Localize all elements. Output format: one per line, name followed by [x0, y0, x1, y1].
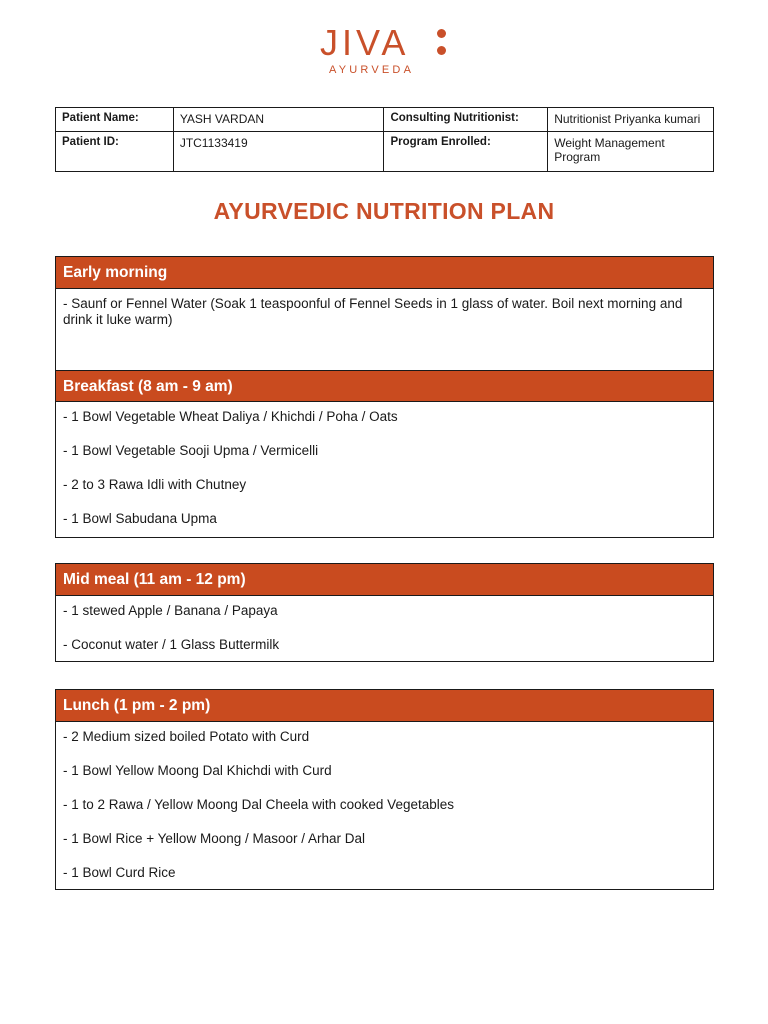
section-body — [56, 596, 713, 653]
list-item: - 1 Bowl Curd Rice — [63, 865, 176, 880]
nutritionist-label: Consulting Nutritionist: — [384, 108, 548, 132]
list-item: - 1 stewed Apple / Banana / Papaya — [63, 603, 278, 618]
list-item: - Coconut water / 1 Glass Buttermilk — [63, 637, 280, 652]
jiva-logo — [0, 24, 768, 80]
list-item: - 2 to 3 Rawa Idli with Chutney — [63, 477, 247, 492]
program-value: Weight Management Program — [548, 132, 714, 172]
section-body — [56, 402, 713, 527]
page-title: AYURVEDIC NUTRITION PLAN — [213, 198, 555, 224]
section-body — [56, 722, 713, 881]
program-label: Program Enrolled: — [384, 132, 548, 172]
section-mid-meal — [55, 563, 714, 662]
logo-wordmark: JIVA — [320, 22, 410, 63]
patient-name-value: YASH VARDAN — [173, 108, 384, 132]
list-item: - 1 to 2 Rawa / Yellow Moong Dal Cheela with cooked Vegetables — [63, 797, 454, 812]
info-row — [56, 108, 714, 132]
section-heading: Breakfast (8 am - 9 am) — [56, 370, 713, 402]
list-item: - 1 Bowl Vegetable Sooji Upma / Vermicelli — [63, 443, 319, 458]
patient-name-label: Patient Name: — [56, 108, 174, 132]
info-row — [56, 132, 714, 172]
list-item: - 1 Bowl Rice + Yellow Moong / Masoor / Arhar Dal — [63, 831, 366, 846]
section-body — [56, 289, 713, 370]
list-item: - Saunf or Fennel Water (Soak 1 teaspoonful of Fennel Seeds in 1 glass of water. Boil next morning and drink it luke warm) — [63, 296, 683, 327]
list-item: - 1 Bowl Sabudana Upma — [63, 511, 217, 526]
list-item: - 2 Medium sized boiled Potato with Curd — [63, 729, 310, 744]
list-item: - 1 Bowl Vegetable Wheat Daliya / Khichdi / Poha / Oats — [63, 409, 398, 424]
section-lunch — [55, 689, 714, 890]
logo-dots-icon — [434, 29, 448, 59]
list-item: - 1 Bowl Yellow Moong Dal Khichdi with Curd — [63, 763, 332, 778]
logo-subtitle: AYURVEDA — [329, 64, 415, 76]
patient-id-value: JTC1133419 — [173, 132, 384, 172]
section-heading: Mid meal (11 am - 12 pm) — [56, 564, 713, 596]
patient-id-label: Patient ID: — [56, 132, 174, 172]
nutritionist-value: Nutritionist Priyanka kumari — [548, 108, 714, 132]
section-heading: Early morning — [56, 257, 713, 289]
patient-info-table — [55, 107, 714, 172]
section-early-morning — [55, 256, 714, 371]
section-breakfast — [55, 370, 714, 538]
section-heading: Lunch (1 pm - 2 pm) — [56, 690, 713, 722]
